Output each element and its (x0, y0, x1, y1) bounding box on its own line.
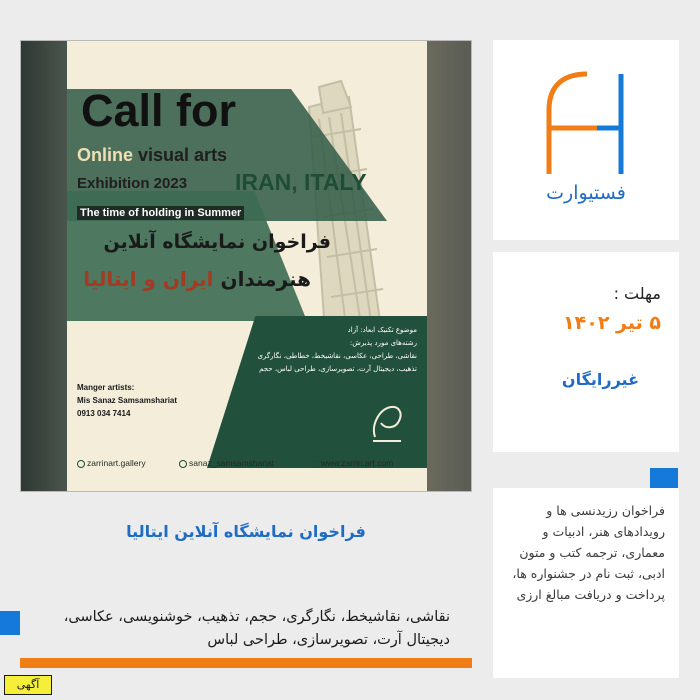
orange-divider (20, 658, 472, 668)
poster-holding-time: The time of holding in Summer (77, 206, 244, 220)
gallery-logo-icon (367, 401, 407, 445)
poster-fa-title-1: فراخوان نمایشگاه آنلاین (103, 231, 331, 253)
poster-social-instagram-2: sanaz_samsamshariat (179, 458, 274, 468)
poster-subheadline: Online visual arts (77, 145, 228, 165)
deadline-card (493, 252, 679, 452)
blue-accent-square (650, 468, 678, 490)
blue-accent-bar (0, 611, 20, 635)
disciplines-text: نقاشی، نقاشیخط، نگارگری، حجم، تذهیب، خوشنویسی، عکاسی، دیجیتال آرت، تصویرسازی، طراحی لباس (63, 609, 450, 648)
deadline-label: مهلت : (613, 284, 661, 303)
poster-blur-left (21, 41, 67, 491)
poster-image[interactable] (20, 40, 472, 492)
poster-social-website: www.zarrin.art.com (311, 458, 393, 468)
brand-name: فستیوارت (546, 182, 626, 204)
ad-badge: آگهی (4, 675, 52, 695)
deadline-date: ۵ تیر ۱۴۰۲ (563, 312, 661, 334)
poster-social-instagram-1: zarrinart.gallery (77, 458, 146, 468)
poster-headline: Call for (81, 85, 237, 136)
poster-fa-title-2: هنرمندان ایران و ایتالیا (83, 267, 311, 291)
poster-subject-block: موضوع تکنیک ابعاد: آزاد رشته‌های مورد پذیرش: نقاشی، طراحی، عکاسی، نقاشیخط، خطاطی، نگارگری تذهیب، دیجیتال آرت، تصویرسازی، طراحی لباس، حجم (257, 326, 417, 373)
poster-content (67, 41, 427, 492)
info-text: فراخوان رزیدنسی ها و رویدادهای هنر، ادبیات و معماری، ترجمه کتب و متون ادبی، ثبت نام در جشنواره ها، پرداخت و دریافت مبالغ ارزی (512, 503, 665, 602)
fee-status: غیررایگان (561, 370, 639, 389)
info-card (493, 488, 679, 678)
brand-card[interactable] (493, 40, 679, 240)
poster-countries: IRAN, ITALY (235, 169, 367, 195)
poster-exhibition: Exhibition 2023 (77, 175, 188, 192)
poster-manager-info: Manger artists: Mis Sanaz Samsamshariat 0913 034 7414 (77, 383, 178, 418)
festivart-logo-icon (541, 70, 631, 174)
poster-blur-right (425, 41, 471, 491)
article-title-link[interactable]: فراخوان نمایشگاه آنلاین ایتالیا (126, 522, 366, 541)
